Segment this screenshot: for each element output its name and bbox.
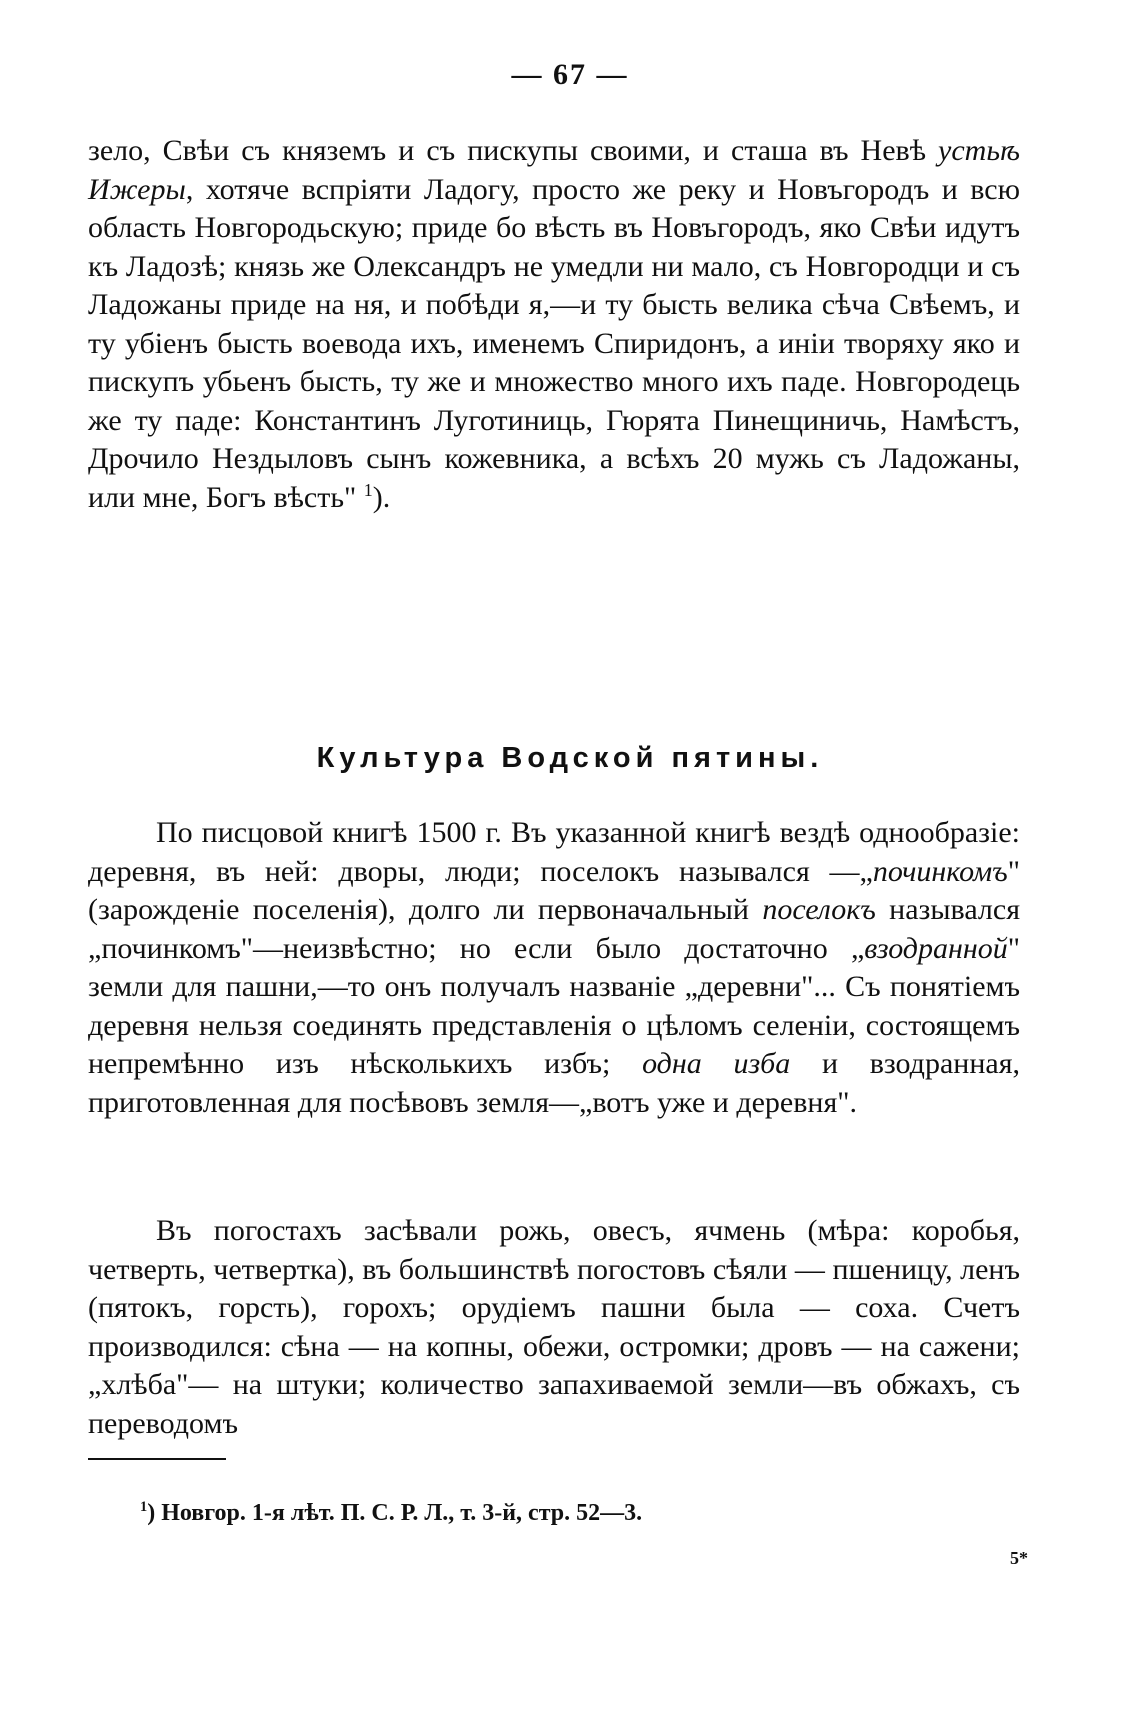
- paragraph-quote: [88, 132, 1020, 517]
- italic-text: починкомъ: [872, 854, 1008, 888]
- footnote-ref: 1: [363, 479, 373, 500]
- footnote-text: ) Новгор. 1-я лѣт. П. С. Р. Л., т. 3-й, стр. 52—3.: [147, 1500, 643, 1526]
- paragraph: [88, 814, 1020, 1122]
- page-number: — 67 —: [511, 58, 629, 91]
- footnote: [140, 1500, 642, 1527]
- text: и взодранная, приготовленная для посѣвовъ земля—„вотъ уже и деревня".: [88, 1047, 1020, 1119]
- text: " (зарожденіе поселенія), долго ли первоначальный: [88, 854, 1020, 926]
- signature-mark: 5*: [1010, 1548, 1028, 1568]
- italic-text: устьѣ Ижеры: [88, 134, 1020, 206]
- italic-text: одна изба: [642, 1047, 791, 1080]
- text: ).: [372, 480, 391, 514]
- paragraph: [88, 1212, 1020, 1443]
- footnote-marker: 1: [140, 1499, 148, 1515]
- text: , хотяче вспріяти Ладогу, просто же реку и Новъгородъ и всю область Новгородьскую; приде бо вѣсть въ Новъгородъ, яко Свѣи идутъ къ Ладозѣ; князь же Олександръ не умедли ни мало, съ Новгородци и съ Ладожаны приде на ня, и побѣди я,—и ту бысть велика сѣча Свѣемъ, и ту убіенъ бысть воевода ихъ, именемъ Спиридонъ, а инiи творяху яко и пискупъ убьенъ бысть, ту же и множество много ихъ паде. Новгородець же ту паде: Константинъ Луготиниць, Гюрята Пинещиничь, Намѣстъ, Дрочило Нездыловъ сынъ кожевника, а всѣхъ 20 мужь съ Ладожаны, или мне, Богъ вѣсть": [88, 172, 1020, 514]
- text: Въ погостахъ засѣвали рожь, овесъ, ячмень (мѣра: коробья, четверть, четвертка), въ большинствѣ погостовъ сѣяли — пшеницу, ленъ (пятокъ, горсть), горохъ; орудіемъ пашни была — соха. Счетъ производился: сѣна — на копны, обежи, остромки; дровъ — на сажени; „хлѣба"— на штуки; количество запахиваемой земли—въ обжахъ, съ переводомъ: [88, 1214, 1020, 1440]
- footnote-divider: [88, 1458, 226, 1460]
- italic-text: взодранной: [864, 931, 1008, 965]
- section-heading: Культура Водской пятины.: [316, 742, 824, 774]
- text: " земли для пашни,—то онъ получалъ названіе „деревни"... Съ понятіемъ деревня нельзя соединять представленія о цѣломъ селеніи, состоящемъ непремѣнно изъ нѣсколькихъ избъ;: [88, 931, 1020, 1080]
- italic-text: поселокъ: [762, 893, 876, 926]
- text: назывался „починкомъ"—неизвѣстно; но если было достаточно „: [88, 893, 1020, 965]
- text: зело, Свѣи съ княземъ и съ пискупы своими, и сташа въ Невѣ: [88, 134, 939, 167]
- text: По писцовой книгѣ 1500 г. Въ указанной книгѣ вездѣ однообразіе: деревня, въ ней: дворы, люди; поселокъ назывался —„: [88, 816, 1020, 888]
